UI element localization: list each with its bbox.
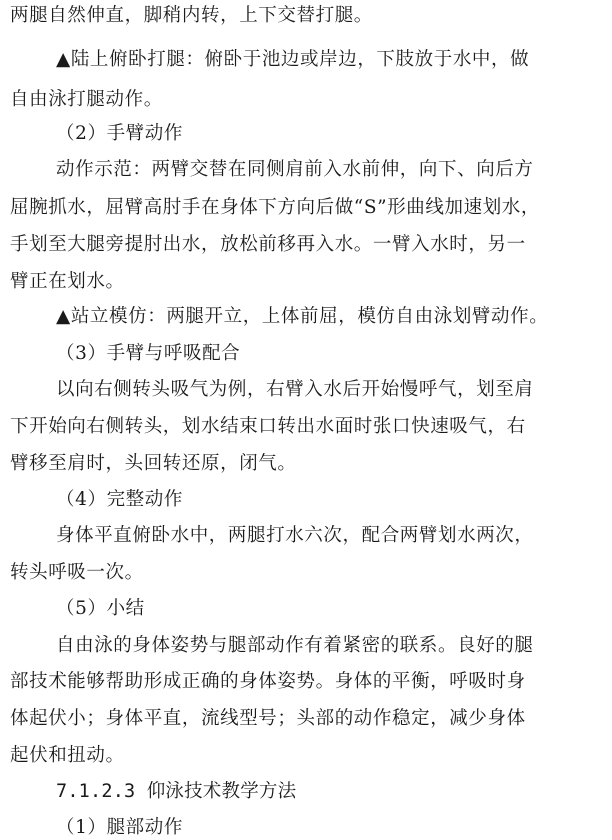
subsection-heading: 7.1.2.3 仰泳技术教学方法	[56, 781, 297, 802]
text-line: 以向右侧转头吸气为例，右臂入水后开始慢呼气，划至肩	[56, 379, 534, 400]
section-heading: （1）腿部动作	[56, 817, 183, 838]
text-line: ▲陆上俯卧打腿：俯卧于池边或岸边，下肢放于水中，做	[56, 49, 530, 70]
text-line: 臂移至肩时，头回转还原，闭气。	[10, 453, 297, 474]
section-heading: （3）手臂与呼吸配合	[56, 343, 241, 364]
text-line: 自由泳打腿动作。	[10, 89, 163, 110]
text-line: 手划至大腿旁提肘出水，放松前移再入水。一臂入水时，另一	[10, 234, 526, 255]
text-line: 屈腕抓水，屈臂高肘手在身体下方向后做“S”形曲线加速划水，	[10, 197, 540, 218]
section-heading: （5）小结	[56, 598, 145, 619]
section-heading: （4）完整动作	[56, 489, 183, 510]
text-line: 身体平直俯卧水中，两腿打水六次，配合两臂划水两次，	[56, 525, 534, 546]
section-heading: （2）手臂动作	[56, 123, 183, 144]
text-line: 下开始向右侧转头，划水结束口转出水面时张口快速吸气，右	[10, 416, 526, 437]
text-line: 臂正在划水。	[10, 271, 125, 292]
text-line: 两腿自然伸直，脚稍内转，上下交替打腿。	[10, 5, 373, 26]
text-line: 动作示范：两臂交替在同侧肩前入水前伸，向下、向后方	[56, 159, 534, 180]
text-line: 转头呼吸一次。	[10, 562, 144, 583]
text-line: ▲站立模仿：两腿开立，上体前屈，模仿自由泳划臂动作。	[56, 306, 549, 327]
text-line: 自由泳的身体姿势与腿部动作有着紧密的联系。良好的腿	[56, 635, 534, 656]
text-line: 起伏和扭动。	[10, 745, 125, 766]
text-line: 体起伏小；身体平直，流线型号；头部的动作稳定，减少身体	[10, 708, 526, 729]
text-line: 部技术能够帮助形成正确的身体姿势。身体的平衡，呼吸时身	[10, 671, 526, 692]
